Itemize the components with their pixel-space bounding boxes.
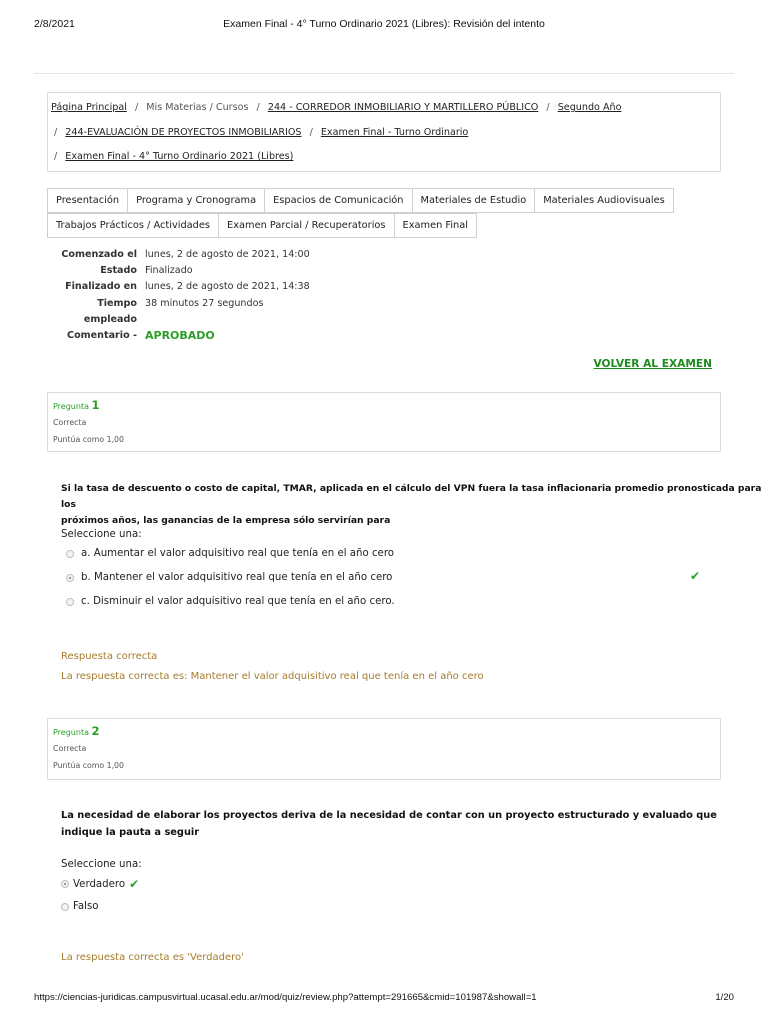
answer-option-c[interactable]: [66, 596, 395, 607]
feedback-correct-answer: La respuesta correcta es: Mantener el valor adquisitivo real que tenía en el año cero: [61, 671, 484, 682]
answer-option-label: b. Mantener el valor adquisitivo real que tenía en el año cero: [81, 572, 393, 583]
question-text: [61, 481, 768, 529]
print-url: https://ciencias-juridicas.campusvirtual.ucasal.edu.ar/mod/quiz/review.php?attempt=291665&cmid=101987&showall=1: [34, 992, 537, 1003]
print-date: 2/8/2021: [34, 18, 75, 30]
answer-option-a[interactable]: [66, 548, 394, 559]
tab-examen-final[interactable]: Examen Final: [394, 213, 477, 238]
breadcrumb-home-link[interactable]: Página Principal: [51, 102, 127, 113]
state-label: Estado: [100, 265, 137, 277]
breadcrumb-separator: /: [134, 102, 139, 113]
answer-option-label: a. Aumentar el valor adquisitivo real que tenía en el año cero: [81, 548, 395, 559]
breadcrumb-separator: /: [546, 102, 550, 113]
time-label-line2: empleado: [83, 313, 137, 325]
tab-materiales-estudio[interactable]: Materiales de Estudio: [412, 188, 536, 213]
breadcrumb-separator: /: [256, 102, 260, 113]
question-status: Correcta: [53, 744, 87, 753]
finished-label: Finalizado en: [65, 281, 137, 293]
breadcrumb: [47, 92, 721, 172]
breadcrumb-section-link[interactable]: Examen Final - Turno Ordinario: [320, 126, 469, 138]
question-text-line: Si la tasa de descuento o costo de capital, TMAR, aplicada en el cálculo del VPN fuera la tasa inflacionaria promedio pronosticada para los: [61, 483, 762, 510]
started-label: Comenzado el: [61, 249, 137, 260]
question-score: Puntúa como 1,00: [53, 435, 124, 444]
breadcrumb-separator: /: [309, 126, 313, 138]
answer-option-label: Falso: [73, 901, 99, 912]
check-icon: ✔: [129, 877, 140, 891]
feedback-status: Respuesta correcta: [61, 651, 158, 662]
question-text: [61, 807, 717, 841]
answer-option-false[interactable]: [61, 901, 99, 912]
comment-value: APROBADO: [145, 329, 215, 343]
check-icon: ✔: [690, 569, 701, 583]
question-number-value: 2: [91, 724, 100, 738]
attempt-summary: [47, 247, 310, 344]
tab-examen-parcial[interactable]: Examen Parcial / Recuperatorios: [218, 213, 394, 238]
answer-option-true[interactable]: [61, 877, 139, 891]
comment-label: Comentario -: [67, 330, 137, 342]
question-status: Correcta: [53, 418, 87, 427]
question-text-line: indique la pauta a seguir: [61, 827, 200, 838]
radio-button[interactable]: [61, 903, 69, 911]
print-header: [34, 18, 734, 32]
answer-option-label: c. Disminuir el valor adquisitivo real que tenía en el año cero.: [81, 596, 395, 607]
question-score: Puntúa como 1,00: [53, 761, 124, 770]
course-tabs: [47, 188, 699, 238]
select-one-label: Seleccione una:: [61, 529, 142, 540]
top-divider: [34, 73, 734, 74]
time-label-line1: Tiempo: [97, 297, 137, 309]
feedback-correct-answer: La respuesta correcta es 'Verdadero': [61, 952, 244, 963]
print-title: Examen Final - 4° Turno Ordinario 2021 (Libres): Revisión del intento: [223, 18, 545, 30]
breadcrumb-separator: /: [54, 151, 58, 162]
question-text-line: próximos años, las ganancias de la empresa sólo servirían para: [61, 515, 391, 526]
back-to-exam-link[interactable]: VOLVER AL EXAMEN: [593, 358, 712, 370]
question-info-box: [47, 392, 721, 452]
finished-value: lunes, 2 de agosto de 2021, 14:38: [145, 281, 310, 293]
time-value: 38 minutos 27 segundos: [145, 297, 264, 309]
breadcrumb-year-link[interactable]: Segundo Año: [557, 102, 622, 113]
radio-button[interactable]: [66, 574, 74, 582]
question-info-box: [47, 718, 721, 780]
state-value: Finalizado: [145, 265, 193, 277]
question-number: [53, 724, 715, 739]
tab-trabajos-practicos[interactable]: Trabajos Prácticos / Actividades: [47, 213, 219, 238]
breadcrumb-career-link[interactable]: 244 - CORREDOR INMOBILIARIO Y MARTILLERO PÚBLICO: [267, 102, 539, 113]
breadcrumb-course-link[interactable]: 244-EVALUACIÓN DE PROYECTOS INMOBILIARIOS: [65, 126, 302, 138]
radio-button[interactable]: [61, 880, 69, 888]
tab-espacios-comunicacion[interactable]: Espacios de Comunicación: [264, 188, 412, 213]
print-page-number: 1/20: [715, 992, 734, 1003]
tab-materiales-audiovisuales[interactable]: Materiales Audiovisuales: [534, 188, 674, 213]
time-label: [47, 296, 145, 328]
started-value: lunes, 2 de agosto de 2021, 14:00: [145, 249, 310, 260]
select-one-label: Seleccione una:: [61, 859, 142, 870]
question-prefix: Pregunta: [53, 402, 89, 411]
question-number: [53, 398, 715, 413]
question-text-line: La necesidad de elaborar los proyectos deriva de la necesidad de contar con un proyecto estructurado y evaluado que: [61, 810, 717, 821]
question-prefix: Pregunta: [53, 728, 89, 737]
tab-programa-cronograma[interactable]: Programa y Cronograma: [127, 188, 265, 213]
breadcrumb-my-courses: Mis Materias / Cursos: [146, 102, 249, 113]
radio-button[interactable]: [66, 550, 74, 558]
breadcrumb-quiz-link[interactable]: Examen Final - 4° Turno Ordinario 2021 (Libres): [65, 151, 294, 162]
question-number-value: 1: [91, 398, 100, 412]
answer-option-b[interactable]: [66, 572, 392, 583]
radio-button[interactable]: [66, 598, 74, 606]
breadcrumb-separator: /: [54, 126, 58, 138]
answer-option-label: Verdadero: [73, 878, 126, 890]
tab-presentacion[interactable]: Presentación: [47, 188, 128, 213]
